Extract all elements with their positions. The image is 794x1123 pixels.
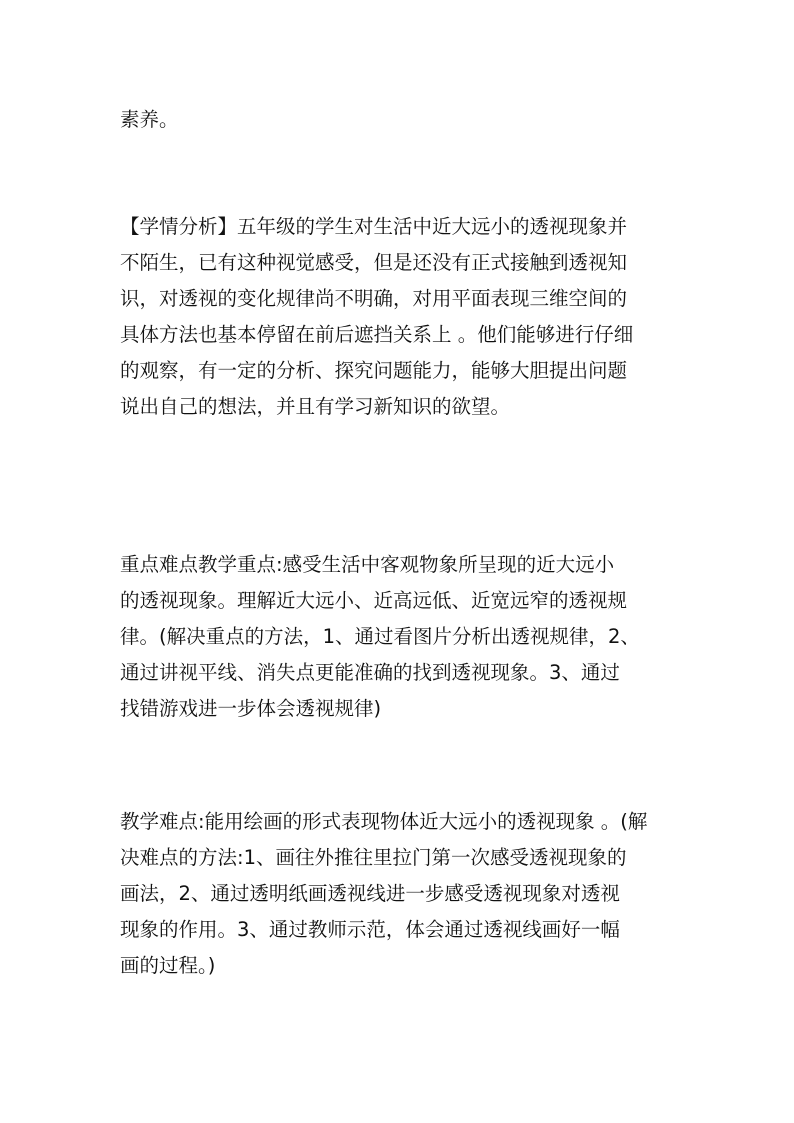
paragraph-3-line-5: 找错游戏进一步体会透视规律) (120, 697, 382, 720)
paragraph-4-line-1: 教学难点:能用绘画的形式表现物体近大远小的透视现象 。(解 (120, 810, 648, 833)
paragraph-4-line-4: 现象的作用。3、通过教师示范，体会通过透视线画好一幅 (120, 918, 620, 941)
paragraph-2-line-4: 具体方法也基本停留在前后遮挡关系上 。他们能够进行仔细 (120, 323, 634, 346)
paragraph-2-line-1: 【学情分析】五年级的学生对生活中近大远小的透视现象并 (120, 215, 628, 238)
paragraph-2-line-3: 识，对透视的变化规律尚不明确，对用平面表现三维空间的 (120, 287, 628, 310)
paragraph-3-line-2: 的透视现象。理解近大远小、近高远低、近宽远窄的透视规 (120, 589, 628, 612)
paragraph-4-line-3: 画法，2、通过透明纸画透视线进一步感受透视现象对透视 (120, 882, 620, 905)
paragraph-3-line-1: 重点难点教学重点:感受生活中客观物象所呈现的近大远小 (120, 553, 615, 576)
paragraph-1-line-1: 素养。 (120, 108, 179, 131)
paragraph-2-line-6: 说出自己的想法，并且有学习新知识的欲望。 (120, 395, 511, 418)
paragraph-2-line-5: 的观察，有一定的分析、探究问题能力，能够大胆提出问题 (120, 359, 628, 382)
paragraph-4-line-5: 画的过程。) (120, 954, 216, 977)
paragraph-3-line-3: 律。(解决重点的方法，1、通过看图片分析出透视规律，2、 (120, 625, 640, 648)
paragraph-2-line-2: 不陌生，已有这种视觉感受，但是还没有正式接触到透视知 (120, 251, 628, 274)
paragraph-4-line-2: 决难点的方法:1、画往外推往里拉门第一次感受透视现象的 (120, 846, 627, 869)
paragraph-3-line-4: 通过讲视平线、消失点更能准确的找到透视现象。3、通过 (120, 661, 620, 684)
